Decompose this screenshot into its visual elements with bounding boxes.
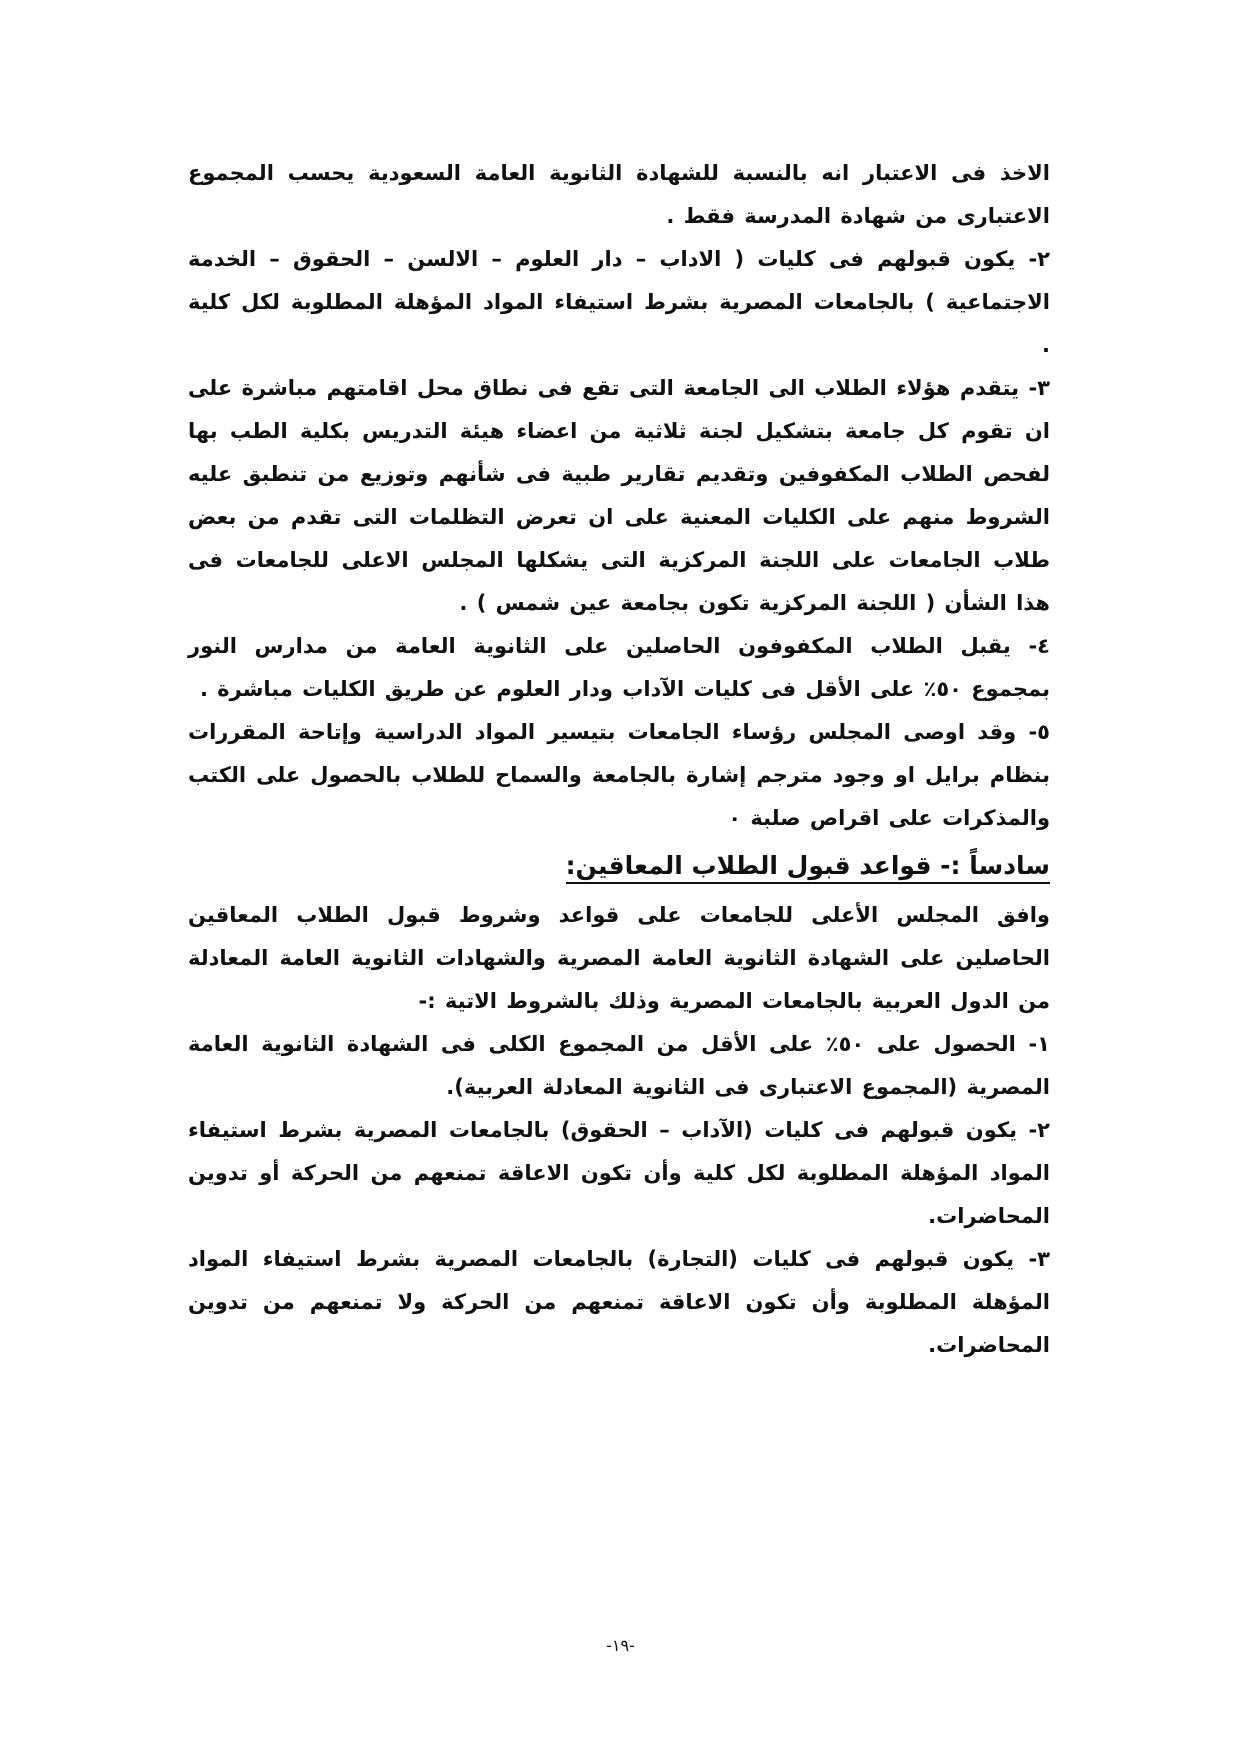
paragraph-condition-1-score: ١- الحصول على ٥٠٪ على الأقل من المجموع الكلى فى الشهادة الثانوية العامة المصرية (المجموع الاعتبارى فى الثانوية المعادلة العربية). <box>188 1032 1050 1099</box>
section-heading-disabled-admission <box>188 844 1050 888</box>
paragraph-condition-3-commerce: ٣- يكون قبولهم فى كليات (التجارة) بالجامعات المصرية بشرط استيفاء المواد المؤهلة المطلوبة وأن تكون الاعاقة تمنعهم من الحركة ولا تمنعهم من تدوين المحاضرات. <box>188 1247 1050 1357</box>
section-heading-text: سادساً :- قواعد قبول الطلاب المعاقين: <box>566 851 1050 884</box>
paragraph-rule-2-faculties: ٢- يكون قبولهم فى كليات ( الاداب – دار العلوم – الالسن – الحقوق – الخدمة الاجتماعية ) بالجامعات المصرية بشرط استيفاء المواد المؤهلة المطلوبة لكل كلية . <box>188 247 1050 357</box>
paragraph-council-approval: وافق المجلس الأعلى للجامعات على قواعد وشروط قبول الطلاب المعاقين الحاصلين على الشهادة الثانوية العامة المصرية والشهادات الثانوية العامة المعادلة من الدول العربية بالجامعات المصرية وذلك بالشروط الاتية :- <box>188 903 1050 1013</box>
paragraph-condition-2-arts-law: ٢- يكون قبولهم فى كليات (الآداب – الحقوق) بالجامعات المصرية بشرط استيفاء المواد المؤهلة المطلوبة لكل كلية وأن تكون الاعاقة تمنعهم من الحركة أو تدوين المحاضرات. <box>188 1118 1050 1228</box>
paragraph-rule-4-blind-students: ٤- يقبل الطلاب المكفوفون الحاصلين على الثانوية العامة من مدارس النور بمجموع ٥٠٪ على الأقل فى كليات الآداب ودار العلوم عن طريق الكليات مباشرة . <box>188 634 1050 701</box>
document-body <box>188 152 1050 1367</box>
paragraph-rule-5-braille-recommendation: ٥- وقد اوصى المجلس رؤساء الجامعات بتيسير المواد الدراسية وإتاحة المقررات بنظام برايل او وجود مترجم إشارة بالجامعة والسماح للطلاب بالحصول على الكتب والمذكرات على اقراص صلبة ٠ <box>188 720 1050 830</box>
paragraph-saudi-certificate-note: الاخذ فى الاعتبار انه بالنسبة للشهادة الثانوية العامة السعودية يحسب المجموع الاعتبارى من شهادة المدرسة فقط . <box>188 161 1050 228</box>
paragraph-rule-3-medical-committee: ٣- يتقدم هؤلاء الطلاب الى الجامعة التى تقع فى نطاق محل اقامتهم مباشرة على ان تقوم كل جامعة بتشكيل لجنة ثلاثية من اعضاء هيئة التدريس بكلية الطب بها لفحص الطلاب المكفوفين وتقديم تقارير طبية فى شأنهم وتوزيع من تنطبق عليه الشروط منهم على الكليات المعنية على ان تعرض التظلمات التى تقدم من بعض طلاب الجامعات على اللجنة المركزية التى يشكلها المجلس الاعلى للجامعات فى هذا الشأن ( اللجنة المركزية تكون بجامعة عين شمس ) . <box>188 376 1050 615</box>
page-number: -١٩- <box>606 1636 635 1655</box>
